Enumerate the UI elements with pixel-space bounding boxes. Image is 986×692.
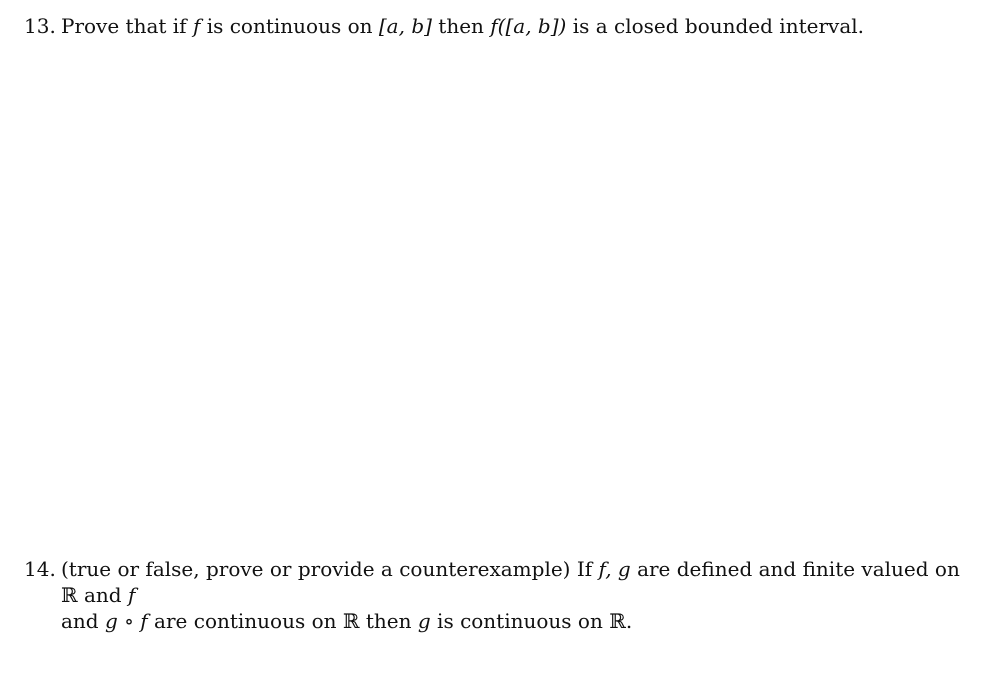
problem-number: 13.: [24, 14, 56, 38]
text: is continuous on: [200, 14, 379, 38]
math-f-g: f, g: [598, 557, 631, 581]
math-image: f([a, b]): [490, 14, 567, 38]
math-interval: [a, b]: [378, 14, 432, 38]
problem-statement-line-2: [61, 608, 969, 634]
problem-14: [24, 556, 969, 634]
math-f: f: [192, 14, 201, 38]
text: is a closed bounded interval.: [566, 14, 864, 38]
problem-statement-line-1: [61, 556, 969, 608]
text: .: [625, 609, 633, 633]
text: is continuous on: [430, 609, 610, 633]
math-reals: ℝ: [609, 609, 626, 633]
text: are defined and finite valued on: [630, 557, 960, 581]
text: are continuous on: [147, 609, 343, 633]
math-composition: g ∘ f: [104, 609, 148, 633]
text: and: [61, 609, 105, 633]
math-g: g: [417, 609, 431, 633]
text: (true or false, prove or provide a counterexample) If: [61, 557, 599, 581]
text: then: [359, 609, 418, 633]
problem-statement: [61, 13, 969, 39]
math-reals: ℝ: [342, 609, 360, 633]
text: Prove that if: [61, 14, 193, 38]
math-f: f: [127, 583, 136, 607]
text: and: [77, 583, 128, 607]
text: then: [431, 14, 491, 38]
problem-13: [24, 13, 969, 39]
problem-number: 14.: [24, 557, 56, 581]
math-reals: ℝ: [61, 583, 78, 607]
